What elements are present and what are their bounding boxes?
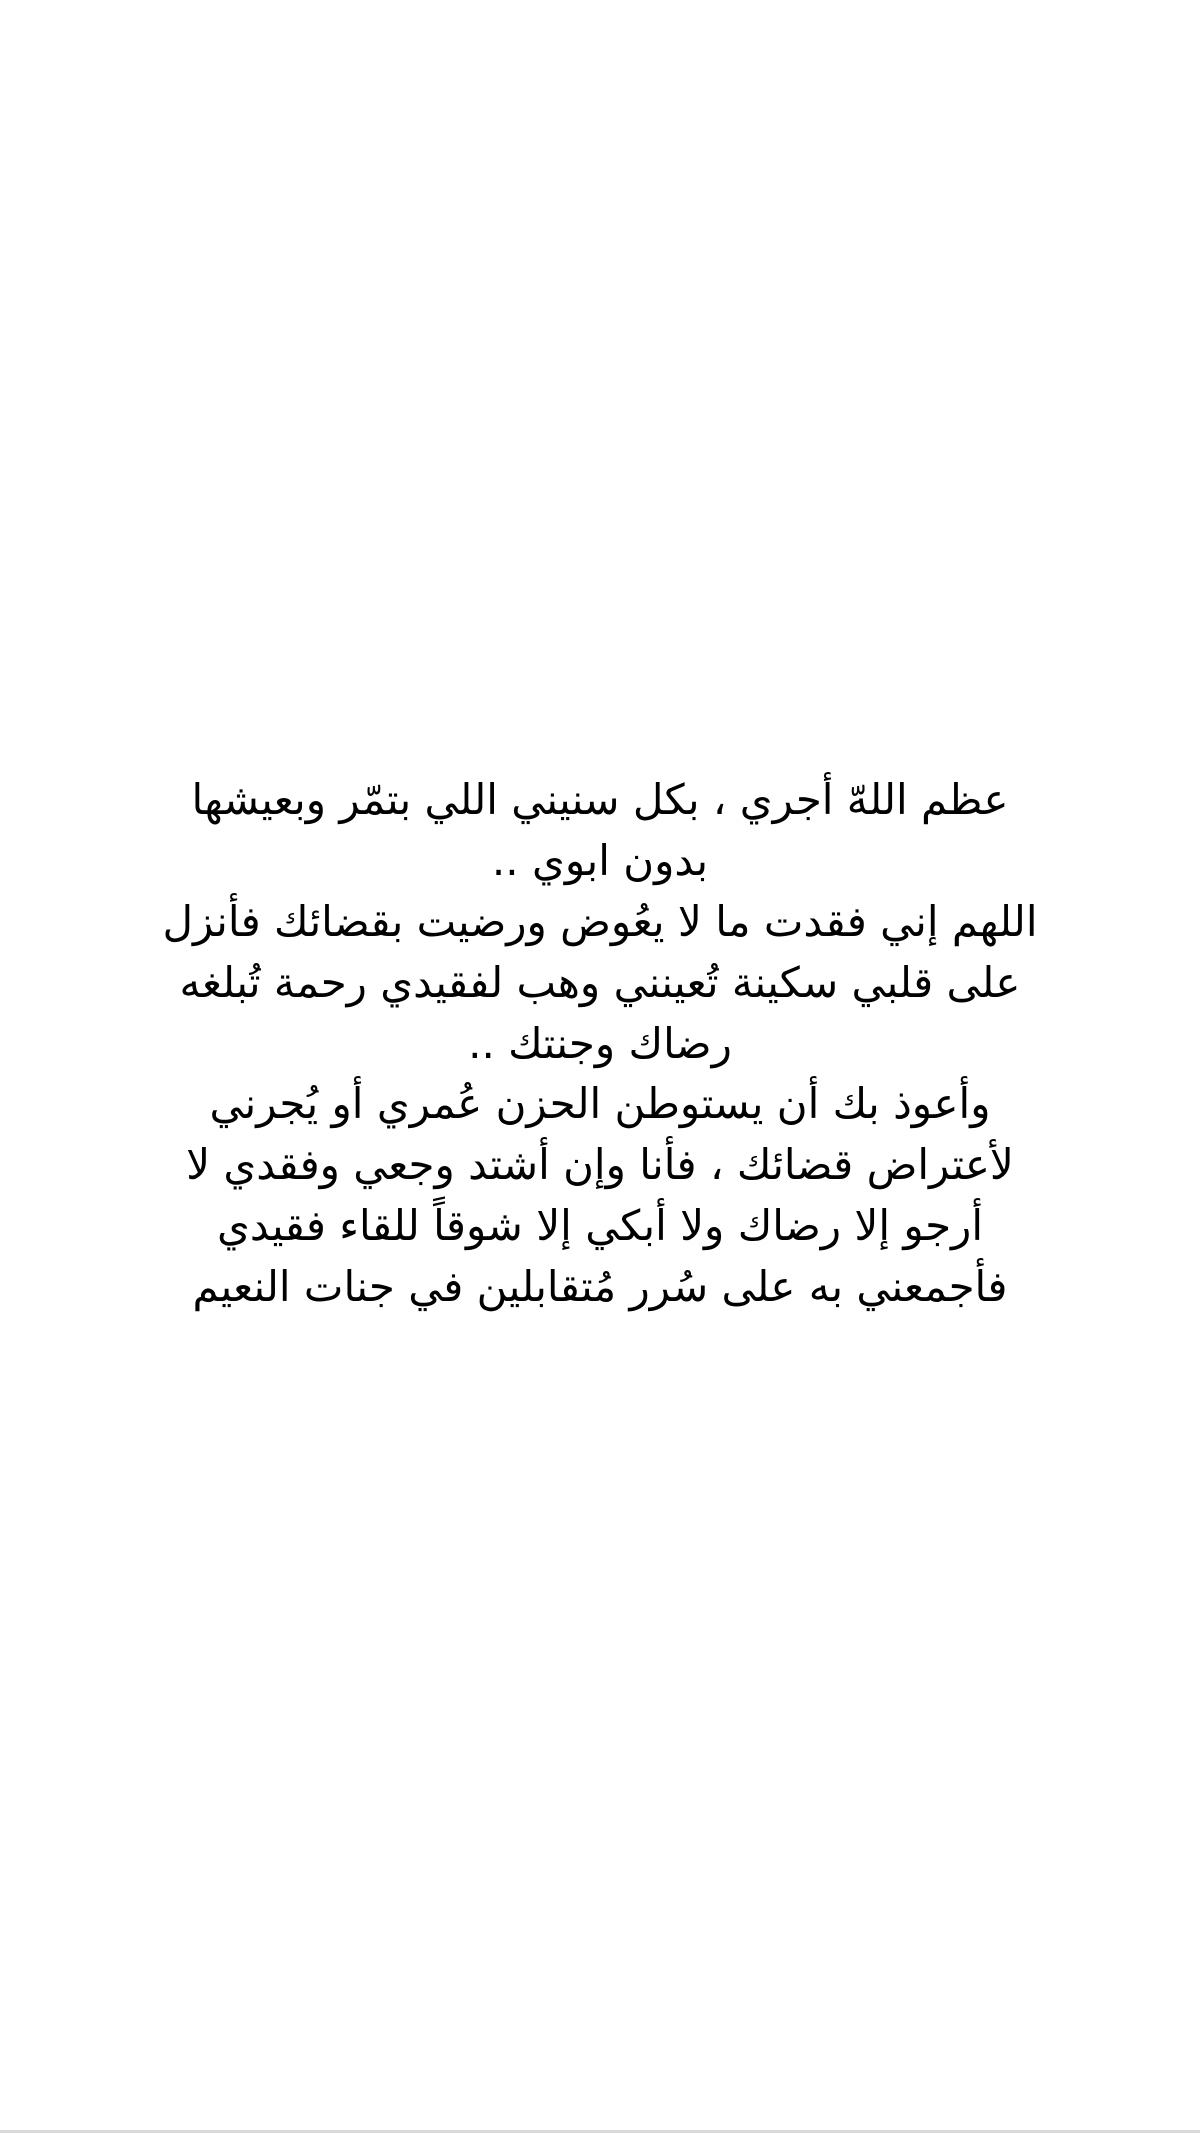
text-line-9: فأجمعني به على سُرر مُتقابلين في جنات النعيم xyxy=(192,1262,1008,1312)
text-line-1: عظم اللهّ أجري ، بكل سنيني اللي بتمّر وبعيشها xyxy=(191,775,1009,824)
text-line-7: لأعتراض قضائك ، فأنا وإن أشتد وجعي وفقدي لا xyxy=(186,1140,1014,1190)
post-text xyxy=(150,770,1050,1318)
text-line-6: وأعوذ بك أن يستوطن الحزن عُمري أو يُجرني xyxy=(209,1079,991,1129)
text-line-4: على قلبي سكينة تُعينني وهب لفقيدي رحمة تُبلغه xyxy=(179,957,1021,1007)
text-line-5: رضاك وجنتك .. xyxy=(468,1018,732,1068)
text-line-8: أرجو إلا رضاك ولا أبكي إلا شوقاً للقاء فقيدي xyxy=(217,1201,983,1251)
text-line-3: اللهم إني فقدت ما لا يعُوض ورضيت بقضائك فأنزل xyxy=(162,896,1038,946)
text-line-2: بدون ابوي .. xyxy=(491,835,709,885)
